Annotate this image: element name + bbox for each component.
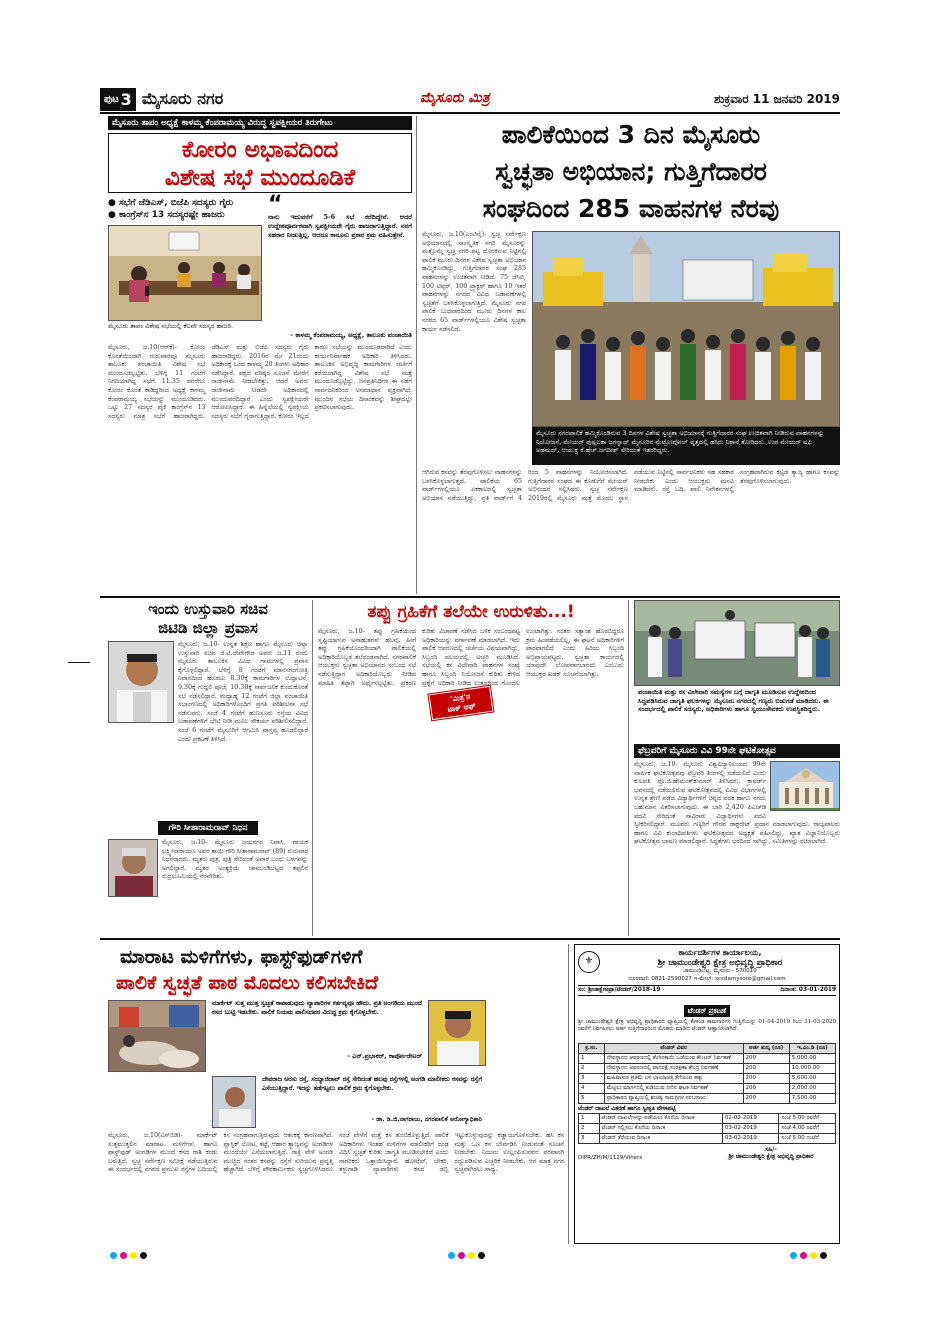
story-quorum (108, 116, 412, 594)
table-cell: ಪ್ರಾಧಿಕಾರದ ವ್ಯಾಪ್ತಿಯಲ್ಲಿ ಶುಚಿತ್ವ ಸಾಮಗ್ರಿಗಳ ಸರಬರಾಜು (604, 1094, 743, 1104)
page-number: 3 (120, 89, 132, 109)
table-cell: ಟೆಂಡರ್ ಸಲ್ಲಿಸಲು ಕೊನೆಯ ದಿನಾಂಕ (599, 1124, 722, 1134)
story-quorum-strip: ಮೈಸೂರು ತಾಪಂ ಅಧ್ಯಕ್ಷೆ ಕಾಳಮ್ಮ ಕೆಂಪರಾಮಯ್ಯ ವಿರುದ್ಧ ಸ್ವಪಕ್ಷೀಯರ ತಿರುಗೇಟು (108, 116, 412, 130)
table-row (579, 1134, 836, 1144)
tender-notice (574, 944, 840, 1244)
print-registration-marks (790, 1252, 827, 1259)
minister-headline-1: ಇಂದು ಉಸ್ತುವಾರಿ ಸಚಿವ (148, 600, 268, 618)
awareness-image (635, 601, 840, 686)
tender-address: ಚಾಮುಂಡಿಬೆಟ್ಟ, ಮೈಸೂರು - 570010 (683, 968, 757, 974)
table-cell: 5,000.00 (789, 1074, 835, 1084)
table-row (579, 1124, 836, 1134)
health-officer-portrait (213, 1077, 256, 1128)
president-quote-attribution: - ಕಾಳಮ್ಮ ಕೆಂಪರಾಮಯ್ಯ, ಅಧ್ಯಕ್ಷೆ, ತಾಲೂಕು ಪಂಚಾಯಿತಿ (290, 331, 412, 339)
cleanliness-drive-photo (532, 231, 840, 427)
cyan-dot (110, 1252, 117, 1259)
table-cell: ದೇವಸ್ಥಾನದ ಆವರಣದಲ್ಲಿ ಪಾದರಕ್ಷೆ ಸಂರಕ್ಷಣಾ ಕೇಂದ್ರ ನಿರ್ವಹಣೆ (604, 1064, 743, 1074)
black-dot (478, 1252, 485, 1259)
bullet-item: ● ಸಭೆಗೆ ಜೆಡಿಎಸ್, ಬಿಜೆಪಿ ಸದಸ್ಯರು ಗೈರು (108, 198, 234, 208)
health-officer-quote-attribution: - ಡಾ. ಡಿ.ಜಿ.ನಾಗರಾಜು, ನಗರಪಾಲಿಕೆ ಆರೋಗ್ಯಾಧಿಕಾರಿ (371, 1116, 482, 1123)
tender-phone: ದೂರವಾಣಿ: 0821-2590027 ಇ-ಮೇಲ್: sccdamysore@gmail.com (628, 976, 786, 982)
awareness-photo (634, 600, 840, 686)
tender-org-name: ಶ್ರೀ ಚಾಮುಂಡೇಶ್ವರಿ ಕ್ಷೇತ್ರ ಅಭಿವೃದ್ಧಿ ಪ್ರಾಧಿಕಾರ (657, 958, 783, 968)
table-row (579, 1064, 836, 1074)
awareness-caption: ಪಂಚಾಯಿತಿ ಮತ್ತು ಕಸ ವಿಲೇವಾರಿ ಸಮಸ್ಯೆಗಳ ಬಗ್ಗೆ ಜಾಗೃತಿ ಮೂಡಿಸುವ ಉದ್ದೇಶದಿಂದ ಸಿದ್ಧಪಡಿಸಿರುವ ಜಾಗೃತಿ ಫಲಕಗಳನ್ನು ಮೈಸೂರು ನಗರದಲ್ಲಿ ಗಣ್ಯರು ಬಿಡುಗಡೆ ಮಾಡಿದರು. ಈ ಸಂದರ್ಭದಲ್ಲಿ ಪಾಲಿಕೆ ಸದಸ್ಯರು, ಅಧಿಕಾರಿಗಳು ಹಾಗೂ ಸ್ವಯಂಸೇವಕರು ಉಪಸ್ಥಿತರಿದ್ದರು. (634, 686, 840, 738)
story-misunderstanding (318, 600, 624, 936)
bullet-item: ● ಕಾಂಗ್ರೆಸ್‌ನ 13 ಸದಸ್ಯರಷ್ಟೇ ಹಾಜರು (108, 210, 225, 220)
table-cell: 03-02-2019 (722, 1124, 779, 1134)
column-header: ಕ್ರ.ಸಂ. (579, 1044, 605, 1054)
minister-portrait (109, 642, 174, 723)
print-registration-marks (448, 1252, 485, 1259)
story-convocation (634, 744, 840, 936)
lead-headline-1: ಪಾಲಿಕೆಯಿಂದ 3 ದಿನ ಮೈಸೂರು (501, 120, 761, 149)
table-cell: 5,000.00 (789, 1054, 835, 1064)
issue-date: ಶುಕ್ರವಾರ 11 ಜನವರಿ 2019 (714, 92, 840, 106)
page-number-box (100, 88, 136, 111)
header-rule (100, 112, 840, 114)
table-cell: 10,000.00 (789, 1064, 835, 1074)
table-cell: ಟೆಂಡರ್ ತೆರೆಯುವ ದಿನಾಂಕ (599, 1134, 722, 1144)
tender-intro: ಶ್ರೀ ಚಾಮುಂಡೇಶ್ವರಿ ಕ್ಷೇತ್ರ ಅಭಿವೃದ್ಧಿ ಪ್ರಾಧಿಕಾರದ ವ್ಯಾಪ್ತಿಯಲ್ಲಿ ಕೆಳಕಂಡ ಕಾಮಗಾರಿಗಳ ಗುತ್ತಿಗೆಯನ್ನು 01-04-2019 ರಿಂದ 31-03-2020 ರವರೆಗೆ ನಿರ್ವಹಿಸಲು ಅರ್ಹ ಗುತ್ತಿಗೆದಾರರಿಂದ ಮೊಹರು ಮಾಡಿದ ಟೆಂಡರ್ ಆಹ್ವಾನಿಸಲಾಗಿದೆ. (578, 1019, 836, 1032)
table-cell: 200 (743, 1054, 789, 1064)
newspaper-page (100, 88, 840, 1248)
black-dot (820, 1252, 827, 1259)
tender-notice-title: ಟೆಂಡರ್ ಪ್ರಕಟಣೆ (684, 1005, 730, 1017)
table-cell: ಟೆಂಡರ್ ದಾಖಲೆಗಳನ್ನು ಪಡೆಯಲು ಕೊನೆಯ ದಿನಾಂಕ (599, 1114, 722, 1124)
table-cell: 5 (579, 1094, 605, 1104)
tender-schedule-heading: ಟೆಂಡರ್ ದಾಖಲೆ ವಿತರಣೆ ಹಾಗೂ ಸ್ವೀಕೃತಿ ವೇಳಾಪಟ್ಟಿ (578, 1106, 676, 1112)
table-row (579, 1054, 836, 1064)
table-cell: 200 (743, 1094, 789, 1104)
story-quorum-headline-box (108, 133, 412, 193)
column-header: ಇ.ಎಂ.ಡಿ (ರೂ) (789, 1044, 835, 1054)
meeting-photo-image (109, 226, 262, 321)
market-garbage-image (109, 1001, 206, 1072)
tender-footer-code: DIPR/ZH/M/1119/Vihers (578, 1155, 643, 1161)
cleanliness-drive-caption: ಮೈಸೂರು ನಗರಪಾಲಿಕೆ ಹಮ್ಮಿಕೊಂಡಿರುವ 3 ದಿನಗಳ ವಿಶೇಷ ಸ್ವಚ್ಛತಾ ಅಭಿಯಾನಕ್ಕೆ ಗುತ್ತಿಗೆದಾರರ ಸಂಘ ಉಚಿತವಾಗಿ ನೀಡಿರುವ ವಾಹನಗಳನ್ನು ನಿಯೋಜನೆ, ಮೇಯರ್ ಪುಷ್ಪಲತಾ ಜಗನ್ನಾಥ್ ಮೈಸೂರಿನ ಮೆಟ್ರೋಪೋಲ್ ವೃತ್ತದಲ್ಲಿ ಹಸಿರು ನಿಶಾನೆ ತೋರಿದರು. ಉಪ ಮೇಯರ್ ಷಫಿ ಅಹಮದ್, ಆಯುಕ್ತ ಕೆ.ಹೆಚ್.ಜಗದೀಶ್ ಸೇರಿದಂತೆ ಇತರರಿದ್ದರು. (532, 427, 840, 465)
shops-headline-1: ಮಾರಾಟ ಮಳಿಗೆಗಳು, ಫಾಸ್ಟ್‌ಫುಡ್‌ಗಳಿಗೆ (120, 946, 363, 968)
story-shops-cleanliness (108, 944, 564, 1244)
magenta-dot (458, 1252, 465, 1259)
table-cell: 2 (579, 1124, 600, 1134)
shops-body: ಮೈಸೂರು, ಜ.10(ಎಸ್‌ಬಿಡಿ)- ಮಾರ್ಕೆಟ್ ಸುತ್ತಮುತ್ತಲಿನ ಮಾರಾಟ ಮಳಿಗೆಗಳು ಹಾಗೂ ಫಾಸ್ಟ್‌ಫುಡ್ ಅಂಗಡಿಗಳ ಮುಂದೆ ಕಸದ ರಾಶಿ ಕಂಡು ಬರುತ್ತಿದೆ. ಸ್ವಚ್ಛ ಸರ್ವೇಕ್ಷಣ ಸಮೀಕ್ಷೆ ನಡೆಯುತ್ತಿರುವ ಈ ಸಂದರ್ಭದಲ್ಲಿ ನಗರದ ಪ್ರಮುಖ ರಸ್ತೆಗಳ ಬದಿಯಲ್ಲಿ ಕಸ ಸಂಗ್ರಹವಾಗುತ್ತಿರುವುದು ಆತಂಕಕ್ಕೆ ಕಾರಣವಾಗಿದೆ. ಪ್ಲಾಸ್ಟಿಕ್ ಲೋಟ, ತಟ್ಟೆ, ಆಹಾರ ತ್ಯಾಜ್ಯವನ್ನು ಅಂಗಡಿಗಳ ಮುಂದೆಯೇ ಎಸೆಯಲಾಗುತ್ತಿದೆ. ರಾತ್ರಿ ವೇಳೆ ಅಂಗಡಿ ಮುಚ್ಚಿದ ನಂತರ ಕಸವನ್ನು ರಸ್ತೆಗೆ ಸುರಿಯುವ ಪ್ರವೃತ್ತಿ ಹೆಚ್ಚಾಗಿದೆ. ಬೆಳಿಗ್ಗೆ ಪೌರಕಾರ್ಮಿಕರು ಸ್ವಚ್ಛಗೊಳಿಸಿದರೂ ಸಂಜೆ ವೇಳೆಗೆ ಮತ್ತೆ ಕಸ ತುಂಬಿಕೊಳ್ಳುತ್ತಿದೆ. ಪಾಲಿಕೆ ಅಧಿಕಾರಿಗಳು ಇಂತಹ ಮಳಿಗೆಗಳ ಮಾಲೀಕರಿಗೆ ದಂಡ ವಿಧಿಸಿ ಸ್ವಚ್ಛತೆ ಕುರಿತು ಜಾಗೃತಿ ಮೂಡಿಸಬೇಕಿದೆ ಎಂದು ನಾಗರಿಕರು ಒತ್ತಾಯಿಸಿದ್ದಾರೆ. ಹೋಟೆಲ್, ಬೇಕರಿ, ತಳ್ಳುಗಾಡಿ ವ್ಯಾಪಾರಿಗಳು ಕಸದ ಡಬ್ಬಿ ಇಟ್ಟುಕೊಳ್ಳುವುದನ್ನು ಕಡ್ಡಾಯಗೊಳಿಸಬೇಕು. ಹಸಿ ಕಸ ಮತ್ತು ಒಣ ಕಸ ಬೇರ್ಪಡಿಸಿ ನೀಡುವಂತೆ ಸೂಚನೆ ನೀಡಬೇಕು. ನಿಯಮ ಉಲ್ಲಂಘಿಸುವವರ ಪರವಾನಗಿ ರದ್ದುಪಡಿಸುವ ಎಚ್ಚರಿಕೆ ನೀಡಬೇಕು. ಆಗ ಮಾತ್ರ ನಗರ ಸ್ವಚ್ಛವಾಗಿರಲು ಸಾಧ್ಯ. (108, 1132, 564, 1174)
section-rule (100, 596, 840, 598)
cleanliness-drive-image (533, 232, 840, 427)
story-quorum-left-block (108, 197, 262, 340)
table-cell: 3 (579, 1074, 605, 1084)
magenta-dot (800, 1252, 807, 1259)
column-header: ಟೆಂಡರ್ ವಿವರ (604, 1044, 743, 1054)
table-cell: 200 (743, 1084, 789, 1094)
black-dot (140, 1252, 147, 1259)
table-row (579, 1114, 836, 1124)
table-cell: 03-02-2019 (722, 1134, 779, 1144)
table-cell: 200 (743, 1064, 789, 1074)
cyan-dot (448, 1252, 455, 1259)
misunderstanding-headline: ತಪ್ಪು ಗ್ರಹಿಕೆಗೆ ತಲೆಯೇ ಉರುಳಿತು...! (367, 602, 575, 622)
badge-line-1: 'ಮಿತ್ರ'ನ (449, 691, 471, 704)
shops-headline-2: ಪಾಲಿಕೆ ಸ್ವಚ್ಛತೆ ಪಾಠ ಮೊದಲು ಕಲಿಸಬೇಕಿದೆ (116, 972, 379, 994)
story-minister-tour (108, 600, 308, 936)
meeting-photo-caption: ಮೈಸೂರು ತಾಪಂ ವಿಶೇಷ ಸಭೆಯಲ್ಲಿ ಕೆಲವೇ ಸದಸ್ಯರ ಹಾಜರಿ. (108, 321, 262, 332)
badge-line-2: ಟಾಕ್ ಆಫ್ (447, 701, 477, 714)
meeting-photo (108, 225, 262, 321)
corporator-portrait (429, 1001, 486, 1066)
table-cell: ಮಹಿಷಾಸುರ ಪ್ರತಿಮೆ ಬಳಿ ಛಾಯಾಚಿತ್ರ ತೆಗೆಯುವ ಹಕ್ಕು (604, 1074, 743, 1084)
minister-body: ಮೈಸೂರು, ಜ.10- ಉನ್ನತ ಶಿಕ್ಷಣ ಹಾಗೂ ಮೈಸೂರು ಜಿಲ್ಲಾ ಉಸ್ತುವಾರಿ ಸಚಿವ ಜಿ.ಟಿ.ದೇವೇಗೌಡ ಅವರು ಜ.11 ರಂದು ಮೈಸೂರು ತಾಲೂಕಿನ ವಿವಿಧ ಗ್ರಾಮಗಳಲ್ಲಿ ಪ್ರವಾಸ ಕೈಗೊಳ್ಳಲಿದ್ದಾರೆ. ಬೆಳಿಗ್ಗೆ 8 ಗಂಟೆಗೆ ಮಾನಸಗಂಗೋತ್ರಿ ನಿವಾಸದಿಂದ ಹೊರಟು 8.30ಕ್ಕೆ ಕಾಮಗಾರಿಗಳ ಉದ್ಘಾಟನೆ, 9.30ಕ್ಕೆ ಗುದ್ದಲಿ ಪೂಜೆ, 10.30ಕ್ಕೆ ಸಾರ್ವಜನಿಕ ಕುಂದುಕೊರತೆ ಸಭೆ ನಡೆಸಲಿದ್ದಾರೆ. ಮಧ್ಯಾಹ್ನ 12 ಗಂಟೆಗೆ ಜಿಲ್ಲಾ ಪಂಚಾಯಿತಿ ಸಭಾಂಗಣದಲ್ಲಿ ಅಧಿಕಾರಿಗಳೊಂದಿಗೆ ಪ್ರಗತಿ ಪರಿಶೀಲನಾ ಸಭೆ ನಡೆಸುವರು. ಸಂಜೆ 4 ಗಂಟೆಗೆ ಹುಣಸೂರು ರಸ್ತೆಯ ವಿವಿಧ ಬಡಾವಣೆಗಳಿಗೆ ಭೇಟಿ ನೀಡಿ ಮೂಲ ಸೌಕರ್ಯ ಪರಿಶೀಲಿಸಲಿದ್ದಾರೆ. ಸಂಜೆ 6 ಗಂಟೆಗೆ ಮೈಸೂರಿಗೆ ಆಗಮಿಸಿ ವಾಸ್ತವ್ಯ ಹೂಡಲಿದ್ದಾರೆ ಎಂದು ಪ್ರಕಟಣೆ ತಿಳಿಸಿದೆ. (178, 641, 308, 743)
tender-table-header (579, 1044, 836, 1054)
minister-photo (108, 641, 174, 723)
masthead: ಮೈಸೂರು ಮಿತ್ರ (420, 90, 490, 106)
market-garbage-photo (108, 1000, 206, 1072)
story-awareness (634, 600, 840, 740)
section-rule (100, 938, 840, 940)
margin-fold-mark (68, 662, 90, 663)
obituary-portrait (109, 840, 158, 897)
story-quorum-body: ಮೈಸೂರು, ಜ.10(ಆರ್‌ಕೆ)- ಕೋರಂ ಕೊರತೆಯಿಂದಾಗಿ ಗುರುವಾರವೂ ಮೈಸೂರು ತಾಲೂಕು ಪಂಚಾಯಿತಿ ವಿಶೇಷ ಸಭೆ ಮುಂದೂಡಲ್ಪಟ್ಟಿತು. ಬೆಳಿಗ್ಗೆ 11 ಗಂಟೆಗೆ ನಿಗದಿಯಾಗಿದ್ದ ಸಭೆಗೆ 11.35 ರವರೆಗೂ ಕೋರಂ ಕೊರತೆ ಕಾಡಿದ್ದರಿಂದ ಅಧ್ಯಕ್ಷೆ ಕಾಳಮ್ಮ ಕೆಂಪರಾಮಯ್ಯ ಸಭೆಯನ್ನು ಮುಂದೂಡಿದರು. ಒಟ್ಟು 27 ಸದಸ್ಯರ ಪೈಕಿ ಕಾಂಗ್ರೆಸ್‌ನ 13 ಸದಸ್ಯರು ಮಾತ್ರ ಸಭೆಗೆ ಹಾಜರಾಗಿದ್ದರು. ಜೆಡಿಎಸ್ ಮತ್ತು ಬಿಜೆಪಿ ಸದಸ್ಯರು ಗೈರು ಹಾಜರಾಗಿದ್ದರು. 2016ರ ಮೇ 21ರಂದು ಅಧಿಕಾರಕ್ಕೆ ಬಂದ ಕಾಳಮ್ಮ 20 ತಿಂಗಳು ಅಧಿಕಾರ ನಡೆಸಿದ್ದಾರೆ. ಪಕ್ಷದ ವರಿಷ್ಠರ ಸೂಚನೆ ಮೇರೆಗೆ ರಾಜೀನಾಮೆ ನೀಡಬೇಕಿತ್ತು. ಆದರೆ ಅವರು ರಾಜೀನಾಮೆ ನೀಡದೇ ಅಧಿಕಾರದಲ್ಲಿ ಮುಂದುವರೆದಿದ್ದಾರೆ ಎಂದು ಸ್ವಪಕ್ಷೀಯರೇ ಆರೋಪಿಸಿದ್ದಾರೆ. ಈ ಹಿನ್ನೆಲೆಯಲ್ಲಿ ಸ್ವಪಕ್ಷೀಯ ಸದಸ್ಯರು ಸಭೆಗೆ ಗೈರಾಗುತ್ತಿದ್ದಾರೆ. ಕೋರಂ ಇಲ್ಲದ ಕಾರಣ ಸಭೆಯನ್ನು ಮುಂದೂಡಲಾಗಿದೆ ಎಂದು ಕಾರ್ಯನಿರ್ವಾಹಕ ಅಧಿಕಾರಿ ತಿಳಿಸಿದರು. ತಾಲೂಕಿನ ಅಭಿವೃದ್ಧಿ ಕಾಮಗಾರಿಗಳ ಚರ್ಚೆಗೆ ಕರೆಯಲಾಗಿದ್ದ ವಿಶೇಷ ಸಭೆ ಮತ್ತೆ ಮುಂದೂಡಲ್ಪಟ್ಟಿದ್ದು, ಜನಪ್ರತಿನಿಧಿಗಳ ಈ ನಡೆಗೆ ಸಾರ್ವಜನಿಕರಿಂದ ಅಸಮಾಧಾನ ವ್ಯಕ್ತವಾಗಿದೆ. ಮುಂದಿನ ಸಭೆಯ ದಿನಾಂಕವನ್ನು ಶೀಘ್ರದಲ್ಲೇ ಪ್ರಕಟಿಸಲಾಗುವುದು. (108, 344, 412, 420)
table-row (579, 1094, 836, 1104)
lead-headline-3: ಸಂಘದಿಂದ 285 ವಾಹನಗಳ ನೆರವು (482, 194, 780, 223)
government-seal-icon: ⚜ (578, 951, 600, 973)
yellow-dot (810, 1252, 817, 1259)
tender-items-table (578, 1043, 836, 1104)
corporator-quote-attribution: - ಎನ್.ಪ್ರಭಾಕರ್, ಕಾರ್ಪೋರೇಟರ್ (347, 1052, 422, 1060)
cyan-dot (790, 1252, 797, 1259)
president-quote: ನಾನು ಇದುವರೆಗೆ 5-6 ಸಭೆ ಕರೆದಿದ್ದೇನೆ. ಆದರೆ ಉದ್ದೇಶಪೂರ್ವಕವಾಗಿ ಸ್ವಪಕ್ಷೀಯರೇ ಗೈರು ಹಾಜರಾಗುತ್ತಿದ್ದಾರೆ. ನನಗೆ ಸಹಕಾರ ನೀಡುತ್ತಿಲ್ಲ. ಆದರೂ ಕಾನೂನು ಪ್ರಕಾರ ಕ್ರಮ ವಹಿಸುತ್ತೇನೆ. (268, 213, 412, 239)
column-header: ಅರ್ಜಿ ಶುಲ್ಕ (ರೂ) (743, 1044, 789, 1054)
health-officer-quote: ದೇವರಾಜ ಅರಸು ರಸ್ತೆ, ಸಯ್ಯಾಜಿರಾವ್ ರಸ್ತೆ ಸೇರಿದಂತೆ ಹಲವು ರಸ್ತೆಗಳಲ್ಲಿ ಅಂಗಡಿ ಮಾಲೀಕರು ಕಸವನ್ನು ರಸ್ತೆಗೆ ಎಸೆಯುತ್ತಿದ್ದಾರೆ. ಇದನ್ನು ತಡೆಗಟ್ಟಲು ಪಾಲಿಕೆ ಕ್ರಮ ಕೈಗೊಳ್ಳಬೇಕು. (262, 1076, 482, 1092)
print-registration-marks (110, 1252, 147, 1259)
health-officer-photo (212, 1076, 256, 1128)
convocation-strip: ಫೆಬ್ರವರಿಗೆ ಮೈಸೂರು ವಿವಿ 99ನೇ ಘಟಿಕೋತ್ಸವ (634, 744, 840, 758)
table-row (579, 1074, 836, 1084)
story-quorum-quote-block (268, 192, 412, 340)
table-cell: 4 (579, 1084, 605, 1094)
tender-signature: ಸಹಿ/- (765, 1147, 777, 1153)
university-photo (770, 761, 840, 811)
tender-schedule-table (578, 1113, 836, 1144)
tender-ref-date: ದಿನಾಂಕ: 03-01-2019 (780, 987, 836, 993)
table-cell: 2,000.00 (789, 1084, 835, 1094)
corporator-quote: ಮಾರ್ಕೆಟ್ ಸುತ್ತ ಮುತ್ತ ಸ್ವಚ್ಛತೆ ಕಾಪಾಡುವುದು ವ್ಯಾಪಾರಿಗಳ ಕರ್ತವ್ಯವೂ ಹೌದು. ಪ್ರತಿ ಅಂಗಡಿಯ ಮುಂದೆ ಕಸದ ಬುಟ್ಟಿ ಇಡಬೇಕು. ಪಾಲಿಕೆ ನಿಯಮ ಪಾಲಿಸದವರ ವಿರುದ್ಧ ಕ್ರಮ ಕೈಗೊಳ್ಳಬೇಕು. (212, 1000, 422, 1016)
quote-mark-icon: “ (268, 192, 283, 217)
convocation-body-text: ಮೈಸೂರು, ಜ.10- ಮೈಸೂರು ವಿಶ್ವವಿದ್ಯಾನಿಲಯದ 99ನೇ ವಾರ್ಷಿಕ ಘಟಿಕೋತ್ಸವವು ಫೆಬ್ರವರಿ ತಿಂಗಳಲ್ಲಿ ನಡೆಯಲಿದೆ ಎಂದು ಕುಲಪತಿ ಪ್ರೊ.ಜಿ.ಹೇಮಂತ್‌ಕುಮಾರ್ ತಿಳಿಸಿದರು. ಕ್ರಾಫರ್ಡ್ ಭವನದಲ್ಲಿ ನಡೆಯಲಿರುವ ಘಟಿಕೋತ್ಸವದಲ್ಲಿ ವಿವಿಧ ವಿಭಾಗಗಳಲ್ಲಿ ಉನ್ನತ ಶ್ರೇಣಿ ಪಡೆದ ವಿದ್ಯಾರ್ಥಿಗಳಿಗೆ ಚಿನ್ನದ ಪದಕ ಹಾಗೂ ನಗದು ಬಹುಮಾನ ವಿತರಿಸಲಾಗುವುದು. ಈ ಬಾರಿ 2,420 ಪಿಎಚ್‌ಡಿ ಪದವಿ ಸೇರಿದಂತೆ ಸಾವಿರಾರು ವಿದ್ಯಾರ್ಥಿಗಳು ಪದವಿ ಸ್ವೀಕರಿಸಲಿದ್ದಾರೆ. ಮೂವರು ಗಣ್ಯರಿಗೆ ಗೌರವ ಡಾಕ್ಟರೇಟ್ ಪ್ರದಾನ ಮಾಡಲಾಗುವುದು. ರಾಜ್ಯಪಾಲರು ಹಾಗೂ ವಿವಿ ಕುಲಾಧಿಪತಿಗಳು ಘಟಿಕೋತ್ಸವದ ಅಧ್ಯಕ್ಷತೆ ವಹಿಸಲಿದ್ದು, ಖ್ಯಾತ ವಿಜ್ಞಾನಿಯೊಬ್ಬರು ಘಟಿಕೋತ್ಸವ ಭಾಷಣ ಮಾಡಲಿದ್ದಾರೆ. ಸಿದ್ಧತೆಗಳು ಭರದಿಂದ ಸಾಗಿದ್ದು, ಸಮಿತಿಗಳನ್ನು ರಚಿಸಲಾಗಿದೆ. (634, 761, 840, 846)
misunderstanding-body: ಮೈಸೂರು, ಜ.10- ತಪ್ಪು ಗ್ರಹಿಕೆಯಿಂದ ಸೃಷ್ಟಿಯಾಗುವ ಅನಾಹುತಗಳು ಹಲವು. ಹೀಗೆ ತಪ್ಪು ಗ್ರಹಿಕೆಯೊಂದರಿಂದಾಗಿ ಪಾಲಿಕೆಯಲ್ಲಿ ಅಧಿಕಾರಿಯೊಬ್ಬರ ತಲೆದಂಡವಾಗಿದೆ. ನಗರಪಾಲಿಕೆ ಆಯುಕ್ತರು ಸ್ವಚ್ಛತಾ ಅಭಿಯಾನದ ಸಂಬಂಧ ಸಭೆ ನಡೆಸುತ್ತಿದ್ದಾಗ ಅಧಿಕಾರಿಯೊಬ್ಬರು ನೀಡಿದ ಮಾಹಿತಿ ತಪ್ಪಾಗಿ ಅರ್ಥೈಸಲ್ಪಟ್ಟಿತು. ಪ್ರಕರಣ ಕುರಿತು ವಿಚಾರಣೆ ನಡೆಸಿದ ಬಳಿಕ ಸಂಬಂಧಪಟ್ಟ ಅಧಿಕಾರಿಯನ್ನು ವರ್ಗಾವಣೆ ಮಾಡಲಾಗಿದೆ. ಇದು ಪಾಲಿಕೆ ಆವರಣದಲ್ಲಿ ಚರ್ಚೆಯ ವಿಷಯವಾಗಿದ್ದು, ಸಿಬ್ಬಂದಿ ವಲಯದಲ್ಲಿ ಅಚ್ಚರಿ ಮೂಡಿಸಿದೆ. ಸಭೆಯಲ್ಲಿ ಕಸ ವಿಲೇವಾರಿ ವಾಹನಗಳ ಸಂಖ್ಯೆ ಹಾಗೂ ಸಿಬ್ಬಂದಿ ನಿಯೋಜನೆ ಕುರಿತು ಕೇಳಿದ ಪ್ರಶ್ನೆಗೆ ಅಧಿಕಾರಿ ನೀಡಿದ ಉತ್ತರದಿಂದ ಗೊಂದಲ ಉಂಟಾಗಿತ್ತು. ನಂತರ ಸತ್ಯಾಂಶ ಹೊರಬಿದ್ದರೂ ಕ್ರಮ ಹಿಂಪಡೆಯಲಿಲ್ಲ. ಈ ಘಟನೆ ಅಧಿಕಾರಿಗಳಿಗೆ ಪಾಠವಾಗಲಿದೆ ಎಂದು ಹಿರಿಯ ಸಿಬ್ಬಂದಿ ಅಭಿಪ್ರಾಯಪಟ್ಟರು. ಸ್ವಚ್ಛತಾ ಕಾರ್ಯದಲ್ಲಿ ಯಾವುದೇ ಲೋಪವಾಗಬಾರದು ಎಂಬುದು ಆಯುಕ್ತರ ಖಡಕ್ ಸೂಚನೆಯಾಗಿತ್ತು. (318, 628, 624, 687)
story-cleanliness-drive (422, 116, 840, 594)
lead-body-bottom: ಆಗಿರುವ ಕಸವನ್ನು ತೆರವುಗೊಳಿಸಲು ವಾಹನಗಳನ್ನು ಬಳಸಿಕೊಳ್ಳಲಾಗುತ್ತದೆ. ಪಾಲಿಕೆಯ 65 ವಾರ್ಡ್‌ಗಳಲ್ಲಿಯೂ ಏಕಕಾಲದಲ್ಲಿ ಸ್ವಚ್ಛತಾ ಅಭಿಯಾನ ನಡೆಯುತ್ತಿದ್ದು, ಪ್ರತಿ ವಾರ್ಡ್‌ಗೆ 4 ರಿಂದ 5 ವಾಹನಗಳನ್ನು ನಿಯೋಜಿಸಲಾಗಿದೆ. ಗುತ್ತಿಗೆದಾರರ ಸಂಘದ ಈ ಕೊಡುಗೆಗೆ ಮೇಯರ್ ಅಭಿನಂದನೆ ಸಲ್ಲಿಸಿದರು. ಸ್ವಚ್ಛ ಸರ್ವೇಕ್ಷಣ 2019ರಲ್ಲಿ ಮೈಸೂರು ಮತ್ತೆ ಮೊದಲ ಸ್ಥಾನ ಪಡೆಯುವ ನಿಟ್ಟಿನಲ್ಲಿ ಸಾರ್ವಜನಿಕರು ಸಹ ಸಹಕಾರ ನೀಡಬೇಕು ಎಂದು ಆಯುಕ್ತರು ಮನವಿ ಮಾಡಿದರು. ರಸ್ತೆ ಬದಿ, ಖಾಲಿ ನಿವೇಶನಗಳಲ್ಲಿ ಸಂಗ್ರಹವಾಗಿರುವ ಕಟ್ಟಡ ತ್ಯಾಜ್ಯ ಹಾಗೂ ಕಸವನ್ನು ತೆರವುಗೊಳಿಸಲಾಗುವುದು. (422, 469, 840, 502)
table-row (579, 1084, 836, 1094)
story-quorum-bullets (108, 197, 262, 221)
corporator-photo (428, 1000, 486, 1066)
table-cell: ಸಂಜೆ 5.00 ರವರೆಗೆ (779, 1114, 836, 1124)
table-cell: 2 (579, 1064, 605, 1074)
obituary-strip: ಗೌರಿ ಸೀತಾರಾಮರಾವ್ ನಿಧನ (158, 821, 258, 835)
obituary-body: ಮೈಸೂರು, ಜ.10- ಮೈಸೂರು ಜಯನಗರ ನಿವಾಸಿ, ಗಾಯಕ ಲಕ್ಷ್ಮೀನಾರಾಯಣ ಅವರ ತಾಯಿ ಗೌರಿ ಸೀತಾರಾಮರಾವ್ (89) ಗುರುವಾರ ನಿಧನರಾದರು. ಮೃತರು ಪುತ್ರ, ಪುತ್ರಿ ಸೇರಿದಂತೆ ಅಪಾರ ಬಂಧು ಬಳಗವನ್ನು ಅಗಲಿದ್ದಾರೆ. ಮೃತರ ಅಂತ್ಯಕ್ರಿಯೆ ಚಾಮುಂಡಿಬೆಟ್ಟದ ತಪ್ಪಲಿನ ರುದ್ರಭೂಮಿಯಲ್ಲಿ ನೆರವೇರಿತು. (162, 839, 308, 881)
lead-body-top: ಮೈಸೂರು, ಜ.10(ಎಂಟಿವೈ)- ಸ್ವಚ್ಛ ಸರ್ವೇಕ್ಷಣ ಅಭಿಯಾನದಲ್ಲಿ ಸಾಂಸ್ಕೃತಿಕ ನಗರಿ ಮೈಸೂರನ್ನು ಮತ್ತೊಮ್ಮೆ ಸ್ವಚ್ಛ ನಗರಿ ಪಟ್ಟ ದೊರಕಿಸುವ ನಿಟ್ಟಿನಲ್ಲಿ ಪಾಲಿಕೆ ಮೂರು ದಿನಗಳ ವಿಶೇಷ ಸ್ವಚ್ಛತಾ ಅಭಿಯಾನ ಹಮ್ಮಿಕೊಂಡಿದ್ದು, ಗುತ್ತಿಗೆದಾರರ ಸಂಘ 285 ವಾಹನಗಳನ್ನು ಉಚಿತವಾಗಿ ನೀಡಿದೆ. 75 ಜೆಸಿಬಿ, 100 ಟಿಪ್ಪರ್, 100 ಟ್ರ್ಯಾಕ್ಟರ್ ಹಾಗೂ 10 ಇತರೆ ವಾಹನಗಳನ್ನು ನಗರದ ವಿವಿಧ ಬಡಾವಣೆಗಳಲ್ಲಿ ಸ್ವಚ್ಛತೆಗೆ ಬಳಸಿಕೊಳ್ಳಲಾಗುತ್ತಿದೆ. ಮೈಸೂರು ನಗರ ಪಾಲಿಕೆ ಬುಧವಾರದಿಂದ ಮೂರು ದಿನಗಳ ಕಾಲ ನಗರದ 65 ವಾರ್ಡ್‌ಗಳಲ್ಲಿಯೂ ವಿಶೇಷ ಸ್ವಚ್ಛತಾ ಕಾರ್ಯ ನಡೆಸಲಿದೆ. (422, 231, 526, 333)
yellow-dot (130, 1252, 137, 1259)
story-quorum-headline-1: ಕೋರಂ ಅಭಾವದಿಂದ (181, 137, 339, 163)
table-cell: 200 (743, 1074, 789, 1084)
table-cell: 3 (579, 1134, 600, 1144)
table-cell: ದೇವಸ್ಥಾನದ ಆವರಣದಲ್ಲಿ ತೆಂಗಿನಕಾಯಿ ಒಡೆಯುವ ಕೌಂಟರ್ ನಿರ್ವಹಣೆ (604, 1054, 743, 1064)
table-cell: ಸಂಜೆ 4.00 ರವರೆಗೆ (779, 1124, 836, 1134)
minister-headline-2: ಜಿಟಿಡಿ ಜಿಲ್ಲಾ ಪ್ರವಾಸ (158, 619, 258, 637)
column-divider (312, 600, 313, 936)
table-cell: 7,500.00 (789, 1094, 835, 1104)
tender-signatory: ಶ್ರೀ ಚಾಮುಂಡೇಶ್ವರಿ ಕ್ಷೇತ್ರ ಅಭಿವೃದ್ಧಿ ಪ್ರಾಧಿಕಾರ (728, 1154, 814, 1160)
lead-headline-2: ಸ್ವಚ್ಛತಾ ಅಭಿಯಾನ; ಗುತ್ತಿಗೆದಾರರ (495, 157, 767, 186)
column-divider (628, 600, 629, 936)
table-cell: 02-02-2019 (722, 1114, 779, 1124)
table-cell: ಸಂಜೆ 5.00 ಗಂಟೆಗೆ (779, 1134, 836, 1144)
magenta-dot (120, 1252, 127, 1259)
page-header-left (100, 88, 223, 110)
tender-ref-no: ಸಂ: ಶ್ರೀಚಾಕ್ಷೇಅಪ್ರಾ/ಟೆಂಡರ್/2018-19 (578, 987, 661, 993)
table-cell: 1 (579, 1114, 600, 1124)
university-building-image (771, 762, 840, 811)
column-divider (416, 116, 417, 594)
column-divider (568, 944, 569, 1244)
story-quorum-headline-2: ವಿಶೇಷ ಸಭೆ ಮುಂದೂಡಿಕೆ (164, 165, 356, 191)
tender-office-title: ಕಾರ್ಯದರ್ಶಿಗಳ ಕಾರ್ಯಾಲಯ, (678, 948, 762, 957)
page-label: ಪುಟ (104, 93, 119, 105)
table-cell: 1 (579, 1054, 605, 1064)
table-cell: ಮೆಟ್ಟಿಲು ಮಾರ್ಗದಲ್ಲಿ ಕುಡಿಯುವ ನೀರಿನ ಘಟಕ ನಿರ್ವಹಣೆ (604, 1084, 743, 1094)
yellow-dot (468, 1252, 475, 1259)
obituary-photo (108, 839, 158, 897)
section-name: ಮೈಸೂರು ನಗರ (141, 89, 224, 108)
